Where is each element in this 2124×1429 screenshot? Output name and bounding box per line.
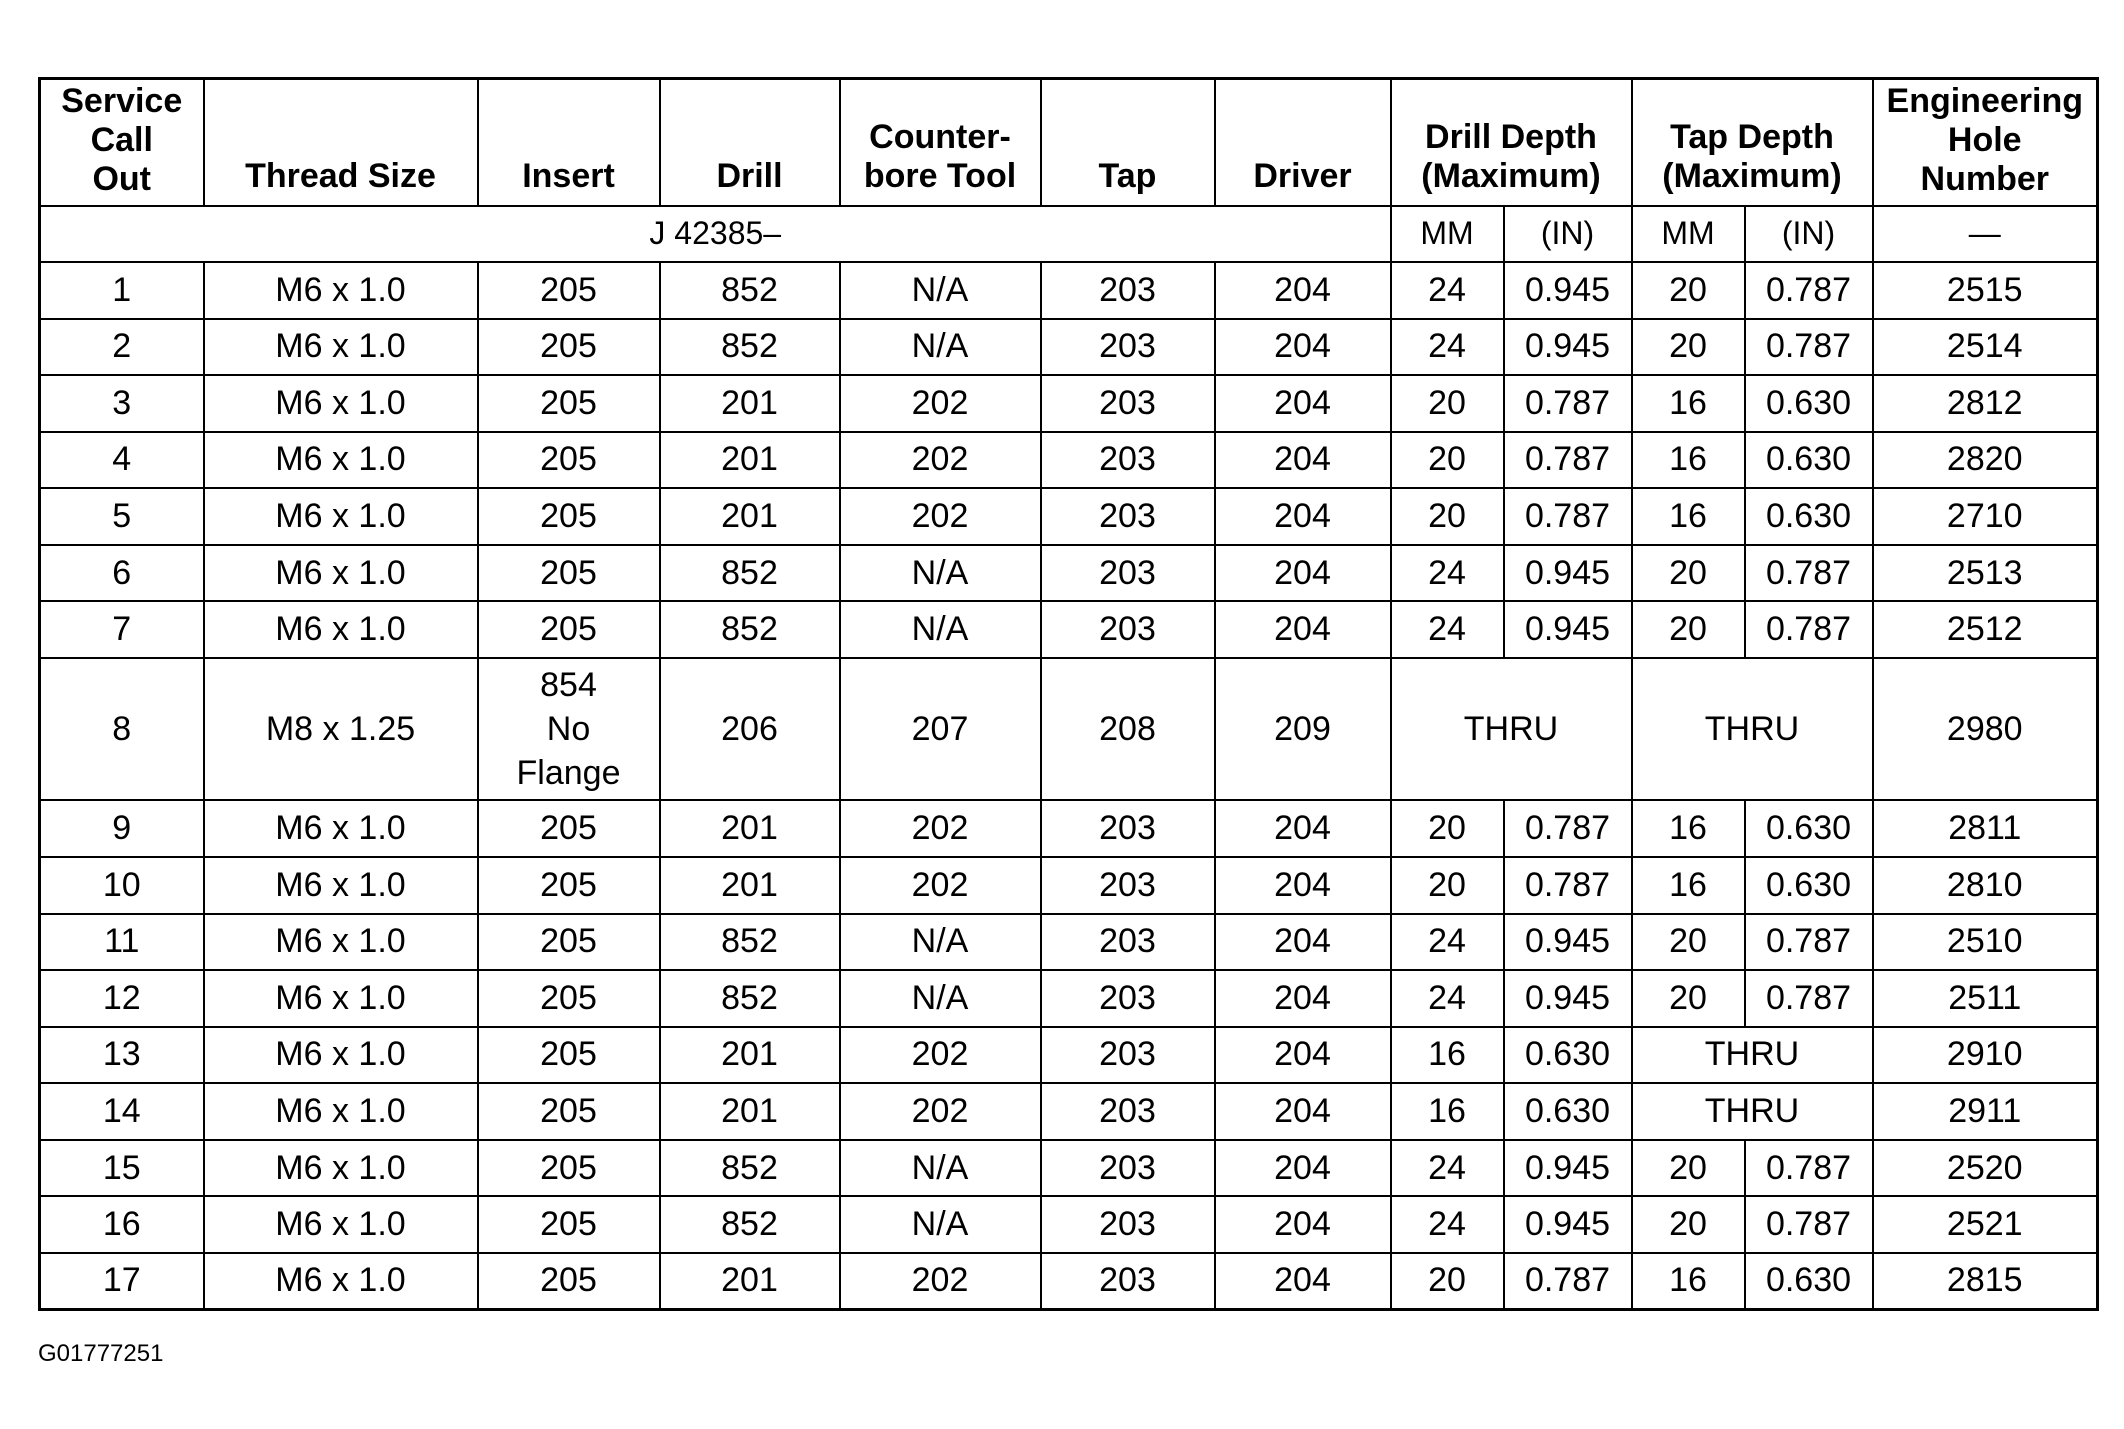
tap-depth-cell: THRU: [1632, 1083, 1873, 1140]
service-call-out-cell: 1: [40, 262, 204, 319]
engineering-hole-number-cell: 2911: [1873, 1083, 2098, 1140]
engineering-hole-dash: —: [1873, 206, 2098, 263]
tap-depth-in-cell: 0.787: [1745, 601, 1873, 658]
driver-cell: 204: [1215, 1140, 1391, 1197]
drill-depth-in-header: (IN): [1504, 206, 1632, 263]
insert-cell: 205: [478, 432, 660, 489]
table-row: [40, 1083, 2098, 1140]
tap-cell: 203: [1041, 970, 1215, 1027]
tap-cell: 203: [1041, 1140, 1215, 1197]
drill-depth-in-cell: 0.945: [1504, 914, 1632, 971]
service-call-out-cell: 16: [40, 1196, 204, 1253]
counterbore-tool-cell: 207: [840, 658, 1041, 800]
drill-depth-mm-cell: 20: [1391, 1253, 1504, 1310]
service-call-out-cell: 11: [40, 914, 204, 971]
driver-cell: 204: [1215, 545, 1391, 602]
tap-depth-in-cell: 0.630: [1745, 857, 1873, 914]
counterbore-tool-cell: 202: [840, 488, 1041, 545]
counterbore-tool-cell: N/A: [840, 1140, 1041, 1197]
insert-cell: 205: [478, 1140, 660, 1197]
service-call-out-cell: 9: [40, 800, 204, 857]
drill-depth-in-cell: 0.787: [1504, 800, 1632, 857]
counterbore-tool-cell: 202: [840, 800, 1041, 857]
driver-cell: 204: [1215, 857, 1391, 914]
subheader-row: [40, 206, 2098, 263]
drill-cell: 201: [660, 488, 840, 545]
tap-cell: 203: [1041, 1027, 1215, 1084]
tap-depth-mm-cell: 20: [1632, 914, 1745, 971]
tap-depth-mm-cell: 20: [1632, 319, 1745, 376]
tap-depth-mm-cell: 20: [1632, 970, 1745, 1027]
drill-depth-mm-cell: 20: [1391, 857, 1504, 914]
tap-cell: 203: [1041, 1253, 1215, 1310]
counterbore-tool-cell: 202: [840, 375, 1041, 432]
engineering-hole-number-cell: 2511: [1873, 970, 2098, 1027]
table-row: [40, 857, 2098, 914]
service-call-out-cell: 8: [40, 658, 204, 800]
tap-depth-mm-cell: 16: [1632, 432, 1745, 489]
drill-depth-mm-cell: 24: [1391, 262, 1504, 319]
header-driver: Driver: [1215, 79, 1391, 206]
header-service-call-out: Service Call Out: [40, 79, 204, 206]
table-row: [40, 545, 2098, 602]
tap-depth-cell: THRU: [1632, 1027, 1873, 1084]
header-engineering-hole-number: Engineering Hole Number: [1873, 79, 2098, 206]
drill-cell: 852: [660, 1196, 840, 1253]
tap-depth-mm-cell: 20: [1632, 1140, 1745, 1197]
drill-depth-mm-header: MM: [1391, 206, 1504, 263]
driver-cell: 204: [1215, 432, 1391, 489]
engineering-hole-number-cell: 2520: [1873, 1140, 2098, 1197]
tap-cell: 203: [1041, 262, 1215, 319]
engineering-hole-number-cell: 2980: [1873, 658, 2098, 800]
table-row: [40, 914, 2098, 971]
counterbore-tool-cell: 202: [840, 432, 1041, 489]
header-counterbore-tool: Counter- bore Tool: [840, 79, 1041, 206]
tap-depth-in-cell: 0.787: [1745, 545, 1873, 602]
insert-cell: 205: [478, 914, 660, 971]
insert-cell: 205: [478, 1253, 660, 1310]
tap-cell: 203: [1041, 800, 1215, 857]
insert-cell: 205: [478, 857, 660, 914]
thread-size-cell: M6 x 1.0: [204, 375, 478, 432]
thread-size-cell: M6 x 1.0: [204, 857, 478, 914]
drill-depth-in-cell: 0.945: [1504, 262, 1632, 319]
tap-depth-in-header: (IN): [1745, 206, 1873, 263]
header-tap-depth: Tap Depth (Maximum): [1632, 79, 1873, 206]
engineering-hole-number-cell: 2513: [1873, 545, 2098, 602]
counterbore-tool-cell: N/A: [840, 914, 1041, 971]
drill-depth-mm-cell: 20: [1391, 432, 1504, 489]
tap-cell: 203: [1041, 375, 1215, 432]
drill-cell: 201: [660, 857, 840, 914]
tap-depth-in-cell: 0.787: [1745, 1140, 1873, 1197]
table-row: [40, 601, 2098, 658]
engineering-hole-number-cell: 2521: [1873, 1196, 2098, 1253]
driver-cell: 204: [1215, 601, 1391, 658]
thread-size-cell: M6 x 1.0: [204, 601, 478, 658]
drill-depth-in-cell: 0.945: [1504, 545, 1632, 602]
driver-cell: 204: [1215, 970, 1391, 1027]
counterbore-tool-cell: N/A: [840, 970, 1041, 1027]
insert-cell: 205: [478, 545, 660, 602]
drill-depth-in-cell: 0.945: [1504, 1196, 1632, 1253]
counterbore-tool-cell: 202: [840, 857, 1041, 914]
tap-cell: 203: [1041, 488, 1215, 545]
tap-depth-mm-cell: 20: [1632, 601, 1745, 658]
tap-depth-in-cell: 0.787: [1745, 914, 1873, 971]
driver-cell: 204: [1215, 1083, 1391, 1140]
driver-cell: 204: [1215, 800, 1391, 857]
tap-depth-in-cell: 0.630: [1745, 488, 1873, 545]
engineering-hole-number-cell: 2710: [1873, 488, 2098, 545]
drill-depth-in-cell: 0.945: [1504, 319, 1632, 376]
driver-cell: 204: [1215, 914, 1391, 971]
counterbore-tool-cell: 202: [840, 1253, 1041, 1310]
service-call-out-cell: 15: [40, 1140, 204, 1197]
tap-depth-mm-cell: 16: [1632, 488, 1745, 545]
engineering-hole-number-cell: 2514: [1873, 319, 2098, 376]
insert-cell: 854 No Flange: [478, 658, 660, 800]
thread-size-cell: M6 x 1.0: [204, 262, 478, 319]
driver-cell: 204: [1215, 375, 1391, 432]
tap-cell: 208: [1041, 658, 1215, 800]
service-call-out-cell: 17: [40, 1253, 204, 1310]
counterbore-tool-cell: 202: [840, 1083, 1041, 1140]
driver-cell: 209: [1215, 658, 1391, 800]
table-row: [40, 488, 2098, 545]
engineering-hole-number-cell: 2815: [1873, 1253, 2098, 1310]
drill-cell: 852: [660, 262, 840, 319]
service-call-out-cell: 12: [40, 970, 204, 1027]
insert-cell: 205: [478, 488, 660, 545]
table-row: [40, 262, 2098, 319]
insert-cell: 205: [478, 1196, 660, 1253]
tap-cell: 203: [1041, 857, 1215, 914]
tap-cell: 203: [1041, 545, 1215, 602]
drill-cell: 852: [660, 970, 840, 1027]
drill-cell: 852: [660, 914, 840, 971]
header-thread-size: Thread Size: [204, 79, 478, 206]
drill-depth-mm-cell: 16: [1391, 1083, 1504, 1140]
tap-depth-mm-cell: 20: [1632, 262, 1745, 319]
drill-depth-in-cell: 0.787: [1504, 488, 1632, 545]
drill-depth-mm-cell: 24: [1391, 601, 1504, 658]
thread-size-cell: M6 x 1.0: [204, 1196, 478, 1253]
tap-depth-in-cell: 0.787: [1745, 262, 1873, 319]
engineering-hole-number-cell: 2512: [1873, 601, 2098, 658]
tap-depth-in-cell: 0.630: [1745, 800, 1873, 857]
thread-size-cell: M6 x 1.0: [204, 319, 478, 376]
engineering-hole-number-cell: 2811: [1873, 800, 2098, 857]
drill-depth-mm-cell: 24: [1391, 1196, 1504, 1253]
tap-depth-mm-header: MM: [1632, 206, 1745, 263]
tap-cell: 203: [1041, 914, 1215, 971]
drill-depth-mm-cell: 20: [1391, 800, 1504, 857]
thread-size-cell: M6 x 1.0: [204, 1253, 478, 1310]
drill-depth-in-cell: 0.945: [1504, 601, 1632, 658]
drill-depth-mm-cell: 24: [1391, 914, 1504, 971]
counterbore-tool-cell: N/A: [840, 545, 1041, 602]
engineering-hole-number-cell: 2515: [1873, 262, 2098, 319]
drill-cell: 201: [660, 1027, 840, 1084]
table-row: [40, 375, 2098, 432]
tap-cell: 203: [1041, 1196, 1215, 1253]
tap-cell: 203: [1041, 601, 1215, 658]
drill-depth-in-cell: 0.787: [1504, 857, 1632, 914]
thread-size-cell: M6 x 1.0: [204, 970, 478, 1027]
drill-cell: 201: [660, 375, 840, 432]
service-call-out-cell: 4: [40, 432, 204, 489]
service-call-out-cell: 5: [40, 488, 204, 545]
counterbore-tool-cell: N/A: [840, 262, 1041, 319]
table-row: [40, 800, 2098, 857]
driver-cell: 204: [1215, 1253, 1391, 1310]
drill-depth-in-cell: 0.787: [1504, 375, 1632, 432]
insert-cell: 205: [478, 800, 660, 857]
thread-size-cell: M6 x 1.0: [204, 488, 478, 545]
engineering-hole-number-cell: 2810: [1873, 857, 2098, 914]
driver-cell: 204: [1215, 1196, 1391, 1253]
service-call-out-cell: 7: [40, 601, 204, 658]
drill-depth-in-cell: 0.630: [1504, 1083, 1632, 1140]
drill-depth-in-cell: 0.630: [1504, 1027, 1632, 1084]
counterbore-tool-cell: N/A: [840, 601, 1041, 658]
engineering-hole-number-cell: 2820: [1873, 432, 2098, 489]
thread-size-cell: M6 x 1.0: [204, 1140, 478, 1197]
header-drill-depth: Drill Depth (Maximum): [1391, 79, 1632, 206]
header-row: [40, 79, 2098, 206]
driver-cell: 204: [1215, 262, 1391, 319]
engineering-hole-number-cell: 2812: [1873, 375, 2098, 432]
drill-depth-mm-cell: 16: [1391, 1027, 1504, 1084]
drill-cell: 201: [660, 432, 840, 489]
counterbore-tool-cell: N/A: [840, 319, 1041, 376]
drill-cell: 852: [660, 1140, 840, 1197]
service-call-out-cell: 2: [40, 319, 204, 376]
service-call-out-cell: 13: [40, 1027, 204, 1084]
tap-depth-mm-cell: 16: [1632, 375, 1745, 432]
insert-cell: 205: [478, 970, 660, 1027]
thread-size-cell: M6 x 1.0: [204, 914, 478, 971]
tap-cell: 203: [1041, 432, 1215, 489]
table-row: [40, 1140, 2098, 1197]
drill-cell: 201: [660, 800, 840, 857]
counterbore-tool-cell: 202: [840, 1027, 1041, 1084]
tap-depth-in-cell: 0.787: [1745, 1196, 1873, 1253]
service-call-out-cell: 14: [40, 1083, 204, 1140]
tap-cell: 203: [1041, 1083, 1215, 1140]
tap-depth-mm-cell: 16: [1632, 857, 1745, 914]
counterbore-tool-cell: N/A: [840, 1196, 1041, 1253]
figure-code: G01777251: [38, 1340, 164, 1367]
tool-prefix: J 42385–: [40, 206, 1391, 263]
tap-depth-in-cell: 0.630: [1745, 375, 1873, 432]
header-insert: Insert: [478, 79, 660, 206]
engineering-hole-number-cell: 2910: [1873, 1027, 2098, 1084]
drill-cell: 201: [660, 1083, 840, 1140]
service-call-out-cell: 10: [40, 857, 204, 914]
tap-depth-mm-cell: 16: [1632, 800, 1745, 857]
drill-depth-mm-cell: 24: [1391, 1140, 1504, 1197]
drill-depth-in-cell: 0.945: [1504, 970, 1632, 1027]
drill-depth-mm-cell: 24: [1391, 970, 1504, 1027]
insert-cell: 205: [478, 1027, 660, 1084]
header-drill: Drill: [660, 79, 840, 206]
tap-depth-in-cell: 0.787: [1745, 970, 1873, 1027]
driver-cell: 204: [1215, 319, 1391, 376]
tap-depth-in-cell: 0.787: [1745, 319, 1873, 376]
insert-cell: 205: [478, 601, 660, 658]
drill-depth-in-cell: 0.787: [1504, 1253, 1632, 1310]
drill-cell: 206: [660, 658, 840, 800]
drill-cell: 201: [660, 1253, 840, 1310]
tap-depth-mm-cell: 20: [1632, 545, 1745, 602]
table-row: [40, 432, 2098, 489]
thread-size-cell: M8 x 1.25: [204, 658, 478, 800]
insert-cell: 205: [478, 262, 660, 319]
drill-cell: 852: [660, 601, 840, 658]
tap-depth-mm-cell: 20: [1632, 1196, 1745, 1253]
thread-size-cell: M6 x 1.0: [204, 545, 478, 602]
drill-cell: 852: [660, 545, 840, 602]
table-row: [40, 1027, 2098, 1084]
drill-depth-in-cell: 0.945: [1504, 1140, 1632, 1197]
drill-depth-mm-cell: 24: [1391, 319, 1504, 376]
tap-depth-cell: THRU: [1632, 658, 1873, 800]
thread-size-cell: M6 x 1.0: [204, 1083, 478, 1140]
drill-depth-in-cell: 0.787: [1504, 432, 1632, 489]
insert-cell: 205: [478, 1083, 660, 1140]
thread-size-cell: M6 x 1.0: [204, 1027, 478, 1084]
drill-depth-mm-cell: 20: [1391, 488, 1504, 545]
table-row: [40, 319, 2098, 376]
header-tap: Tap: [1041, 79, 1215, 206]
driver-cell: 204: [1215, 488, 1391, 545]
insert-cell: 205: [478, 375, 660, 432]
insert-cell: 205: [478, 319, 660, 376]
drill-depth-cell: THRU: [1391, 658, 1632, 800]
table-row: [40, 1253, 2098, 1310]
table-row: [40, 1196, 2098, 1253]
engineering-hole-number-cell: 2510: [1873, 914, 2098, 971]
drill-depth-mm-cell: 20: [1391, 375, 1504, 432]
driver-cell: 204: [1215, 1027, 1391, 1084]
tap-depth-in-cell: 0.630: [1745, 1253, 1873, 1310]
thread-size-cell: M6 x 1.0: [204, 800, 478, 857]
table-row: [40, 658, 2098, 800]
service-call-out-cell: 3: [40, 375, 204, 432]
drill-cell: 852: [660, 319, 840, 376]
drill-depth-mm-cell: 24: [1391, 545, 1504, 602]
table-row: [40, 970, 2098, 1027]
tap-cell: 203: [1041, 319, 1215, 376]
service-call-out-cell: 6: [40, 545, 204, 602]
tap-depth-in-cell: 0.630: [1745, 432, 1873, 489]
tap-depth-mm-cell: 16: [1632, 1253, 1745, 1310]
thread-repair-table: [38, 77, 2099, 1311]
thread-size-cell: M6 x 1.0: [204, 432, 478, 489]
